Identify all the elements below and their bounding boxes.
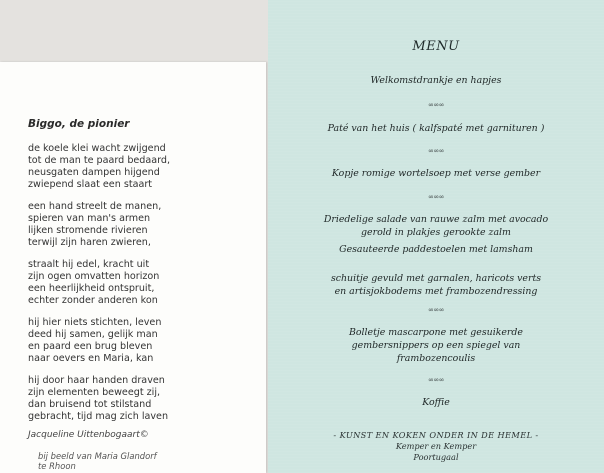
poem-stanza-5 xyxy=(28,375,258,423)
poem-line: tot de man te paard bedaard, xyxy=(28,155,171,166)
poem-line: een hand streelt de manen, xyxy=(28,201,162,212)
menu-title: MENU xyxy=(412,39,460,54)
menu-item-dessert xyxy=(268,326,604,365)
menu-item-salade xyxy=(268,213,604,239)
poem-stanza-4 xyxy=(28,317,258,365)
menu-footer xyxy=(268,430,604,463)
menu-item-koffie xyxy=(268,396,604,409)
menu-item-text: gerold in plakjes gerookte zalm xyxy=(361,227,511,238)
menu-item-text: Paté van het huis ( kalfspaté met garnituren ) xyxy=(327,123,545,134)
poem-line: zijn ogen omvatten horizon xyxy=(28,271,160,282)
poem-line: neusgaten dampen hijgend xyxy=(28,167,160,178)
menu-item-text: en artisjokbodems met frambozendressing xyxy=(334,286,538,297)
poem-line: hij door haar handen draven xyxy=(28,375,165,386)
poem-line: straalt hij edel, kracht uit xyxy=(28,259,150,270)
menu-item-welkom xyxy=(268,74,604,87)
poem-line: gebracht, tijd mag zich laven xyxy=(28,411,169,422)
menu-separator: ∞∞∞ xyxy=(428,193,444,201)
menu-item-text: Koffie xyxy=(422,397,450,408)
poem-stanza-2 xyxy=(28,201,258,249)
poem-credit-line: te Rhoon xyxy=(38,461,76,471)
menu-item-text: Welkomstdrankje en hapjes xyxy=(370,75,502,86)
poem-card xyxy=(0,62,266,473)
menu-item-text: Driedelige salade van rauwe zalm met avocado xyxy=(323,214,549,225)
menu-card xyxy=(268,0,604,473)
poem-author: Jacqueline Uittenbogaart© xyxy=(28,430,149,440)
menu-separator: ∞∞∞ xyxy=(428,306,444,314)
poem-stanza-3 xyxy=(28,259,258,307)
poem-title: Biggo, de pionier xyxy=(28,118,130,130)
poem-credit xyxy=(38,451,157,471)
menu-item-pate xyxy=(268,122,604,135)
menu-item-text: Gesauteerde paddestoelen met lamsham xyxy=(339,244,533,255)
poem-line: zijn elementen beweegt zij, xyxy=(28,387,161,398)
poem-line: een heerlijkheid ontspruit, xyxy=(28,283,155,294)
poem-line: de koele klei wacht zwijgend xyxy=(28,143,166,154)
menu-item-text: gembersnippers op een spiegel van xyxy=(351,340,521,351)
menu-footer-name: Kemper en Kemper xyxy=(395,441,477,451)
menu-item-text: Bolletje mascarpone met gesuikerde xyxy=(349,327,523,338)
menu-footer-heading: - KUNST EN KOKEN ONDER IN DE HEMEL - xyxy=(333,430,539,440)
poem-line: deed hij samen, gelijk man xyxy=(28,329,158,340)
menu-separator: ∞∞∞ xyxy=(428,376,444,384)
poem-line: terwijl zijn haren zwieren, xyxy=(28,237,151,248)
poem-stanza-1 xyxy=(28,143,258,191)
menu-item-text: Kopje romige wortelsoep met verse gember xyxy=(331,168,541,179)
poem-line: zwiepend slaat een staart xyxy=(28,179,153,190)
poem-line: naar oevers en Maria, kan xyxy=(28,353,154,364)
poem-stanzas xyxy=(28,143,258,433)
poem-credit-line: bij beeld van Maria Glandorf xyxy=(38,451,157,461)
menu-item-paddestoelen xyxy=(268,243,604,256)
menu-item-text: schuitje gevuld met garnalen, haricots verts xyxy=(330,273,542,284)
poem-line: spieren van man's armen xyxy=(28,213,151,224)
menu-item-text: frambozencoulis xyxy=(396,353,476,364)
poem-line: dan bruisend tot stilstand xyxy=(28,399,152,410)
poem-line: lijken stromende rivieren xyxy=(28,225,148,236)
poem-line: hij hier niets stichten, leven xyxy=(28,317,162,328)
menu-separator: ∞∞∞ xyxy=(428,147,444,155)
menu-separator: ∞∞∞ xyxy=(428,101,444,109)
menu-item-schuitje xyxy=(268,272,604,298)
poem-line: echter zonder anderen kon xyxy=(28,295,158,306)
poem-line: en paard een brug bleven xyxy=(28,341,153,352)
menu-item-soep xyxy=(268,167,604,180)
menu-footer-place: Poortugaal xyxy=(413,452,459,462)
